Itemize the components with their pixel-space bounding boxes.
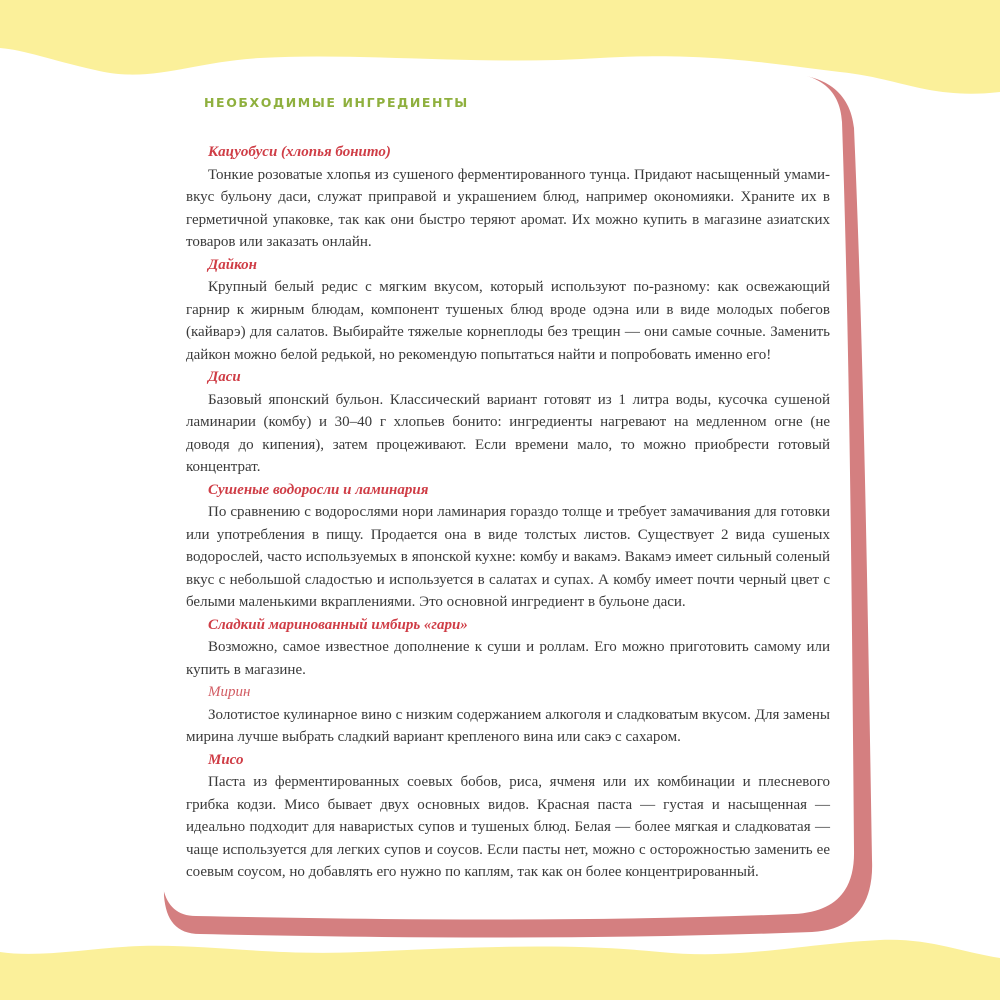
ingredient-description: Крупный белый редис с мягким вкусом, который используют по-разному: как освежающий гарнир к жирным блюдам, компонент тушеных блюд вроде одэна или в виде молодых побегов (кайварэ) для салатов. Выбирайте тяжелые корнеплоды без трещин — они самые сочные. Заменить дайкон можно белой редькой, но рекомендую попытаться найти и попробовать именно его! — [186, 279, 830, 363]
ingredient-dashi — [186, 366, 830, 479]
ingredient-title: Мисо — [208, 751, 244, 768]
bottom-yellow-wave — [0, 940, 1000, 1000]
section-title: НЕОБХОДИМЫЕ ИНГРЕДИЕНТЫ — [204, 95, 469, 110]
ingredient-title: Сушеные водоросли и ламинария — [208, 481, 429, 498]
ingredient-description: Тонкие розоватые хлопья из сушеного ферментированного тунца. Придают насыщенный умами-вкус бульону даси, служат приправой и украшением блюд, например окономияки. Храните их в герметичной упаковке, так как они быстро теряют аромат. Их можно купить в магазине азиатских товаров или заказать онлайн. — [186, 166, 830, 250]
ingredient-seaweed — [186, 479, 830, 614]
ingredient-daikon — [186, 254, 830, 367]
ingredient-title: Сладкий маринованный имбирь «гари» — [208, 616, 468, 633]
ingredient-title: Даси — [208, 369, 241, 385]
main-content — [186, 95, 830, 884]
ingredient-description: Золотистое кулинарное вино с низким содержанием алкоголя и сладковатым вкусом. Для замены мирина лучше выбрать сладкий вариант крепленого вина или сакэ с сахаром. — [186, 706, 830, 745]
ingredient-description: Паста из ферментированных соевых бобов, риса, ячменя или их комбинации и плесневого грибка кодзи. Мисо бывает двух основных видов. Красная паста — густая и насыщенная — идеально подходит для наваристых супов и тушеных блюд. Белая — более мягкая и сладковатая — чаще используется для легких супов и соусов. Если пасты нет, можно с осторожностью заменить ее соевым соусом, но добавлять его нужно по каплям, так как он более концентрированный. — [186, 774, 830, 880]
ingredient-title: Мирин — [208, 684, 251, 700]
ingredient-description: По сравнению с водорослями нори ламинария гораздо толще и требует замачивания для готовки или употребления в пищу. Продается она в виде толстых листов. Существует 2 вида сушеных водорослей, часто используемых в японской кухне: комбу и вакамэ. Вакамэ имеет сильный соленый вкус с небольшой сладостью и используется в салатах и супах. А комбу имеет почти черный цвет с белыми маленькими вкраплениями. Это основной ингредиент в бульоне даси. — [186, 504, 830, 610]
ingredient-description: Возможно, самое известное дополнение к суши и роллам. Его можно приготовить самому или купить в магазине. — [186, 639, 830, 678]
ingredient-gari — [186, 614, 830, 682]
ingredient-mirin — [186, 681, 830, 749]
ingredient-miso — [186, 749, 830, 884]
ingredient-title: Дайкон — [208, 256, 257, 273]
ingredient-katsuobushi — [186, 141, 830, 254]
ingredient-title: Кацуобуси (хлопья бонито) — [208, 144, 391, 160]
ingredient-description: Базовый японский бульон. Классический вариант готовят из 1 литра воды, кусочка сушеной ламинарии (комбу) и 30–40 г хлопьев бонито: ингредиенты нагревают на медленном огне (не доводя до кипения), затем процеживают. Если времени мало, то можно приобрести готовый концентрат. — [186, 391, 830, 475]
